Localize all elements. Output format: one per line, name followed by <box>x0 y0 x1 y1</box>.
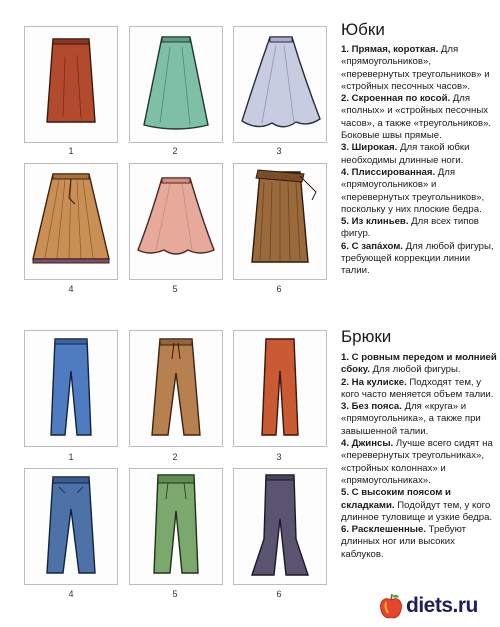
trousers-item-1: 1. С ровным передом и молнией сбоку. Для любой фигуры. <box>341 352 497 376</box>
skirts-heading: Юбки <box>341 20 385 39</box>
trousers-item-6: 6. Расклешенные. Требуют длинных ног или высоких каблуков. <box>341 524 466 560</box>
skirt-number-6: 6 <box>276 284 282 294</box>
skirt-number-3: 3 <box>276 146 282 156</box>
trousers-number-1: 1 <box>68 452 74 462</box>
trousers-image-2 <box>129 330 223 447</box>
skirt-item-4: 4. Плиссированная. Для «прямоугольников» и «перевернутых треугольников», поскольку у них плоские бедра. <box>341 166 485 215</box>
skirt-item-3: 3. Широкая. Для такой юбки необходимы длинные ноги. <box>341 142 470 166</box>
trousers-image-3 <box>233 330 327 447</box>
trousers-heading: Брюки <box>341 327 392 346</box>
trousers-item-4: 4. Джинсы. Лучше всего сидят на «перевернутых треугольниках», «стройных колоннах» и «прямоугольниках». <box>341 438 493 486</box>
skirts-description <box>341 44 497 278</box>
skirt-item-2: 2. Скроенная по косой. Для «полных» и «стройных песочных часов», а также «треугольников». Боковые швы прямые. <box>341 93 492 142</box>
diets-watermark <box>378 590 500 622</box>
trousers-number-5: 5 <box>172 589 178 599</box>
trousers-image-5 <box>129 468 223 585</box>
skirt-number-4: 4 <box>68 284 74 294</box>
skirt-number-1: 1 <box>68 146 74 156</box>
skirt-image-4 <box>24 163 118 280</box>
watermark-text: diets.ru <box>406 594 478 617</box>
trousers-item-3: 3. Без пояса. Для «круга» и «прямоугольника», а также при завышенной талии. <box>341 401 481 437</box>
trousers-number-3: 3 <box>276 452 282 462</box>
skirt-item-6: 6. С запа́хом. Для любой фигуры, требующей коррекции линии талии. <box>341 240 494 277</box>
skirt-number-5: 5 <box>172 284 178 294</box>
skirt-image-3 <box>233 26 327 143</box>
skirt-number-2: 2 <box>172 146 178 156</box>
trousers-item-2: 2. На кулиске. Подходят тем, у кого часто меняется объем талии. <box>341 376 494 400</box>
trousers-image-4 <box>24 468 118 585</box>
trousers-number-2: 2 <box>172 452 178 462</box>
skirt-image-2 <box>129 26 223 143</box>
trousers-description <box>341 352 497 561</box>
trousers-item-5: 5. С высоким поясом и складками. Подойдут тем, у кого длинное туловище и узкие бедра. <box>341 487 493 523</box>
skirt-item-1: 1. Прямая, короткая. Для «прямоугольников», «перевернутых треугольников» и «стройных песочных часов». <box>341 44 490 92</box>
skirt-image-6 <box>233 163 327 280</box>
skirt-image-5 <box>129 163 223 280</box>
trousers-image-1 <box>24 330 118 447</box>
apple-icon <box>378 592 404 620</box>
trousers-image-6 <box>233 468 327 585</box>
skirt-item-5: 5. Из клиньев. Для всех типов фигур. <box>341 216 479 240</box>
trousers-number-6: 6 <box>276 589 282 599</box>
trousers-number-4: 4 <box>68 589 74 599</box>
skirt-image-1 <box>24 26 118 143</box>
